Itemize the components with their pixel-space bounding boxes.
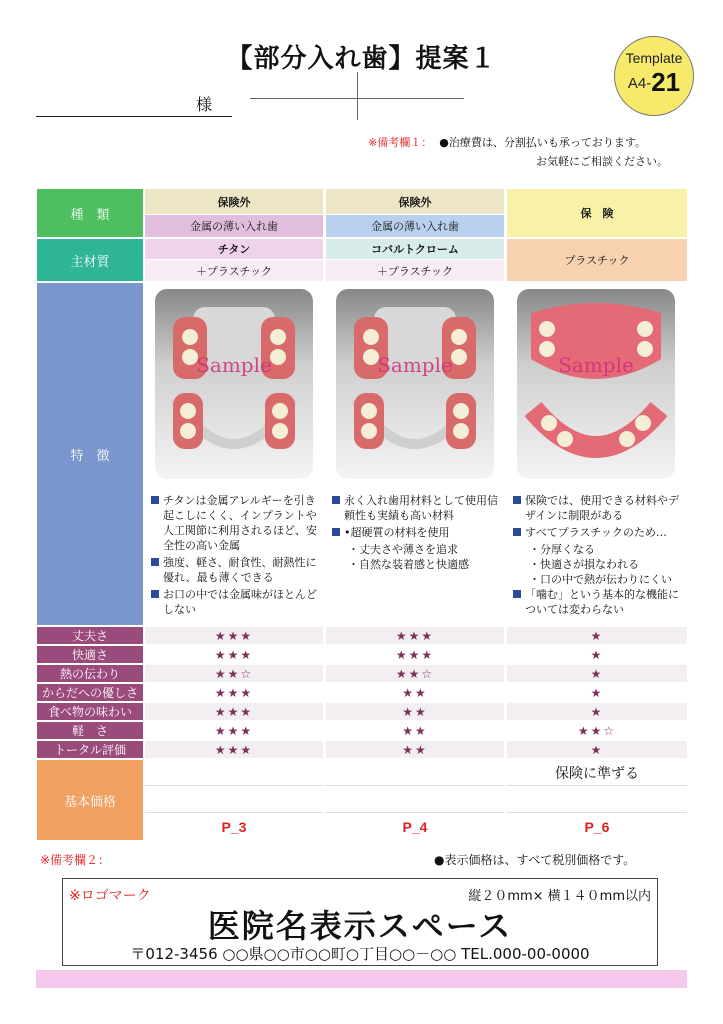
col3-rating-comfort: ★ bbox=[507, 646, 687, 663]
note-1 bbox=[368, 133, 668, 171]
col3-feature-2: すべてプラスチックのため… bbox=[513, 525, 683, 540]
col2-rating-taste: ★★ bbox=[326, 703, 504, 720]
col1-price-line-1 bbox=[145, 760, 323, 786]
col3-features bbox=[513, 493, 683, 619]
col2-rating-durability: ★★★ bbox=[326, 627, 504, 644]
document-title: 【部分入れ歯】提案１ bbox=[226, 44, 497, 74]
clinic-name-space: 医院名表示スペース bbox=[207, 907, 513, 945]
badge-code bbox=[615, 67, 693, 98]
col1-price-line-2 bbox=[145, 787, 323, 813]
col1-rating-total: ★★★ bbox=[145, 741, 323, 758]
col3-price-text: 保険に準ずる bbox=[507, 760, 687, 786]
col3-rating-durability: ★ bbox=[507, 627, 687, 644]
col1-material-sub: ＋プラスチック bbox=[145, 260, 323, 281]
rating-label-durability: 丈夫さ bbox=[37, 627, 143, 644]
badge-prefix: A4- bbox=[627, 75, 652, 92]
row-label-kind: 種 類 bbox=[37, 189, 143, 237]
note-2-label: ※備考欄２： bbox=[40, 853, 111, 867]
col1-type: 保険外 bbox=[145, 189, 323, 214]
col1-rating-lightness: ★★★ bbox=[145, 722, 323, 739]
badge-template-label: Template bbox=[625, 50, 683, 66]
col3-type: 保 険 bbox=[507, 189, 687, 237]
col2-rating-lightness: ★★ bbox=[326, 722, 504, 739]
col3-material: プラスチック bbox=[507, 239, 687, 281]
logo-size-note: 縦２０mm× 横１４０mm以内 bbox=[468, 889, 651, 904]
col1-feature-2: 強度、軽さ、耐食性、耐熱性に優れ、最も薄くできる bbox=[151, 555, 319, 585]
col3-denture-photo bbox=[517, 289, 675, 479]
col2-page-ref: P_4 bbox=[402, 819, 428, 835]
logo-placeholder: ※ロゴマーク bbox=[69, 888, 151, 904]
rating-label-taste: 食べ物の味わい bbox=[37, 703, 143, 720]
col3-sample-watermark: Sample bbox=[558, 353, 634, 377]
template-badge bbox=[614, 36, 694, 116]
col2-price-line-2 bbox=[326, 787, 504, 813]
col3-denture-illustration bbox=[517, 289, 675, 479]
note-1-text-1: ●治療費は、分割払いも承っております。 bbox=[439, 136, 646, 149]
crosshair-vertical bbox=[357, 72, 358, 120]
col2-kind-sub: 金属の薄い入れ歯 bbox=[326, 215, 504, 237]
col2-rating-body: ★★ bbox=[326, 684, 504, 701]
rating-label-body: からだへの優しさ bbox=[37, 684, 143, 701]
bottom-pink-bar bbox=[36, 970, 687, 988]
col3-feature-1: 保険では、使用できる材料やデザインに制限がある bbox=[513, 493, 683, 523]
col3-rating-body: ★ bbox=[507, 684, 687, 701]
col1-denture-illustration bbox=[155, 289, 313, 479]
col1-rating-body: ★★★ bbox=[145, 684, 323, 701]
col2-denture-photo bbox=[336, 289, 494, 479]
clinic-address: 〒012-3456 ○○県○○市○○町○丁目○○－○○ TEL.000-00-0000 bbox=[130, 945, 590, 963]
col1-feature-1: チタンは金属アレルギーを引き起こしにくく、インプラントや人工関節に利用されるほど、安全性の高い金属 bbox=[151, 493, 319, 553]
col3-rating-heat: ★ bbox=[507, 665, 687, 682]
col2-rating-heat: ★★☆ bbox=[326, 665, 504, 682]
col1-rating-taste: ★★★ bbox=[145, 703, 323, 720]
col2-type: 保険外 bbox=[326, 189, 504, 214]
col3-rating-lightness: ★★☆ bbox=[507, 722, 687, 739]
col2-feature-1: 永く入れ歯用材料として使用信頼性も実績も高い材料 bbox=[332, 493, 500, 523]
rating-label-comfort: 快適さ bbox=[37, 646, 143, 663]
tax-note: ●表示価格は、すべて税別価格です。 bbox=[434, 853, 636, 867]
col2-feature-sub-1: ・丈夫さや薄さを追求 bbox=[348, 543, 458, 556]
col1-material: チタン bbox=[145, 239, 323, 259]
col2-denture-illustration bbox=[336, 289, 494, 479]
col1-features bbox=[151, 493, 319, 619]
col3-rating-total: ★ bbox=[507, 741, 687, 758]
patient-name-line bbox=[36, 116, 232, 117]
col1-rating-durability: ★★★ bbox=[145, 627, 323, 644]
col3-price-line-2 bbox=[507, 787, 687, 813]
patient-honorific: 様 bbox=[196, 95, 213, 114]
col2-rating-total: ★★ bbox=[326, 741, 504, 758]
col1-rating-heat: ★★☆ bbox=[145, 665, 323, 682]
col1-sample-watermark: Sample bbox=[196, 353, 272, 377]
col3-feature-sub-2: ・快適さが損なわれる bbox=[529, 558, 639, 571]
col2-material-sub: ＋プラスチック bbox=[326, 260, 504, 281]
col3-feature-3: 「噛む」という基本的な機能については変わらない bbox=[513, 587, 683, 617]
col1-feature-3: お口の中では金属味がほとんどしない bbox=[151, 587, 319, 617]
note-1-label: ※備考欄１： bbox=[368, 136, 433, 149]
clinic-footer-box bbox=[62, 878, 658, 966]
note-1-text-2: お気軽にご相談ください。 bbox=[536, 155, 668, 168]
col2-features bbox=[332, 493, 500, 572]
rating-label-heat: 熱の伝わり bbox=[37, 665, 143, 682]
col2-feature-sub-2: ・自然な装着感と快適感 bbox=[348, 558, 469, 571]
col2-material: コバルトクローム bbox=[326, 239, 504, 259]
row-label-price: 基本価格 bbox=[37, 760, 143, 840]
badge-number: 21 bbox=[651, 67, 681, 97]
col3-feature-sub-3: ・口の中で熱が伝わりにくい bbox=[529, 573, 672, 586]
col2-feature-2: •超硬質の材料を使用 bbox=[332, 525, 500, 540]
col3-rating-taste: ★ bbox=[507, 703, 687, 720]
col3-page-ref: P_6 bbox=[584, 819, 610, 835]
col1-page-ref: P_3 bbox=[221, 819, 247, 835]
col2-rating-comfort: ★★★ bbox=[326, 646, 504, 663]
col2-sample-watermark: Sample bbox=[377, 353, 453, 377]
col1-denture-photo bbox=[155, 289, 313, 479]
row-label-material: 主材質 bbox=[37, 239, 143, 281]
col1-rating-comfort: ★★★ bbox=[145, 646, 323, 663]
col1-kind-sub: 金属の薄い入れ歯 bbox=[145, 215, 323, 237]
col2-price-line-1 bbox=[326, 760, 504, 786]
rating-label-total: トータル評価 bbox=[37, 741, 143, 758]
row-label-feature: 特 徴 bbox=[37, 283, 143, 625]
rating-label-lightness: 軽 さ bbox=[37, 722, 143, 739]
col3-feature-sub-1: ・分厚くなる bbox=[529, 543, 595, 556]
